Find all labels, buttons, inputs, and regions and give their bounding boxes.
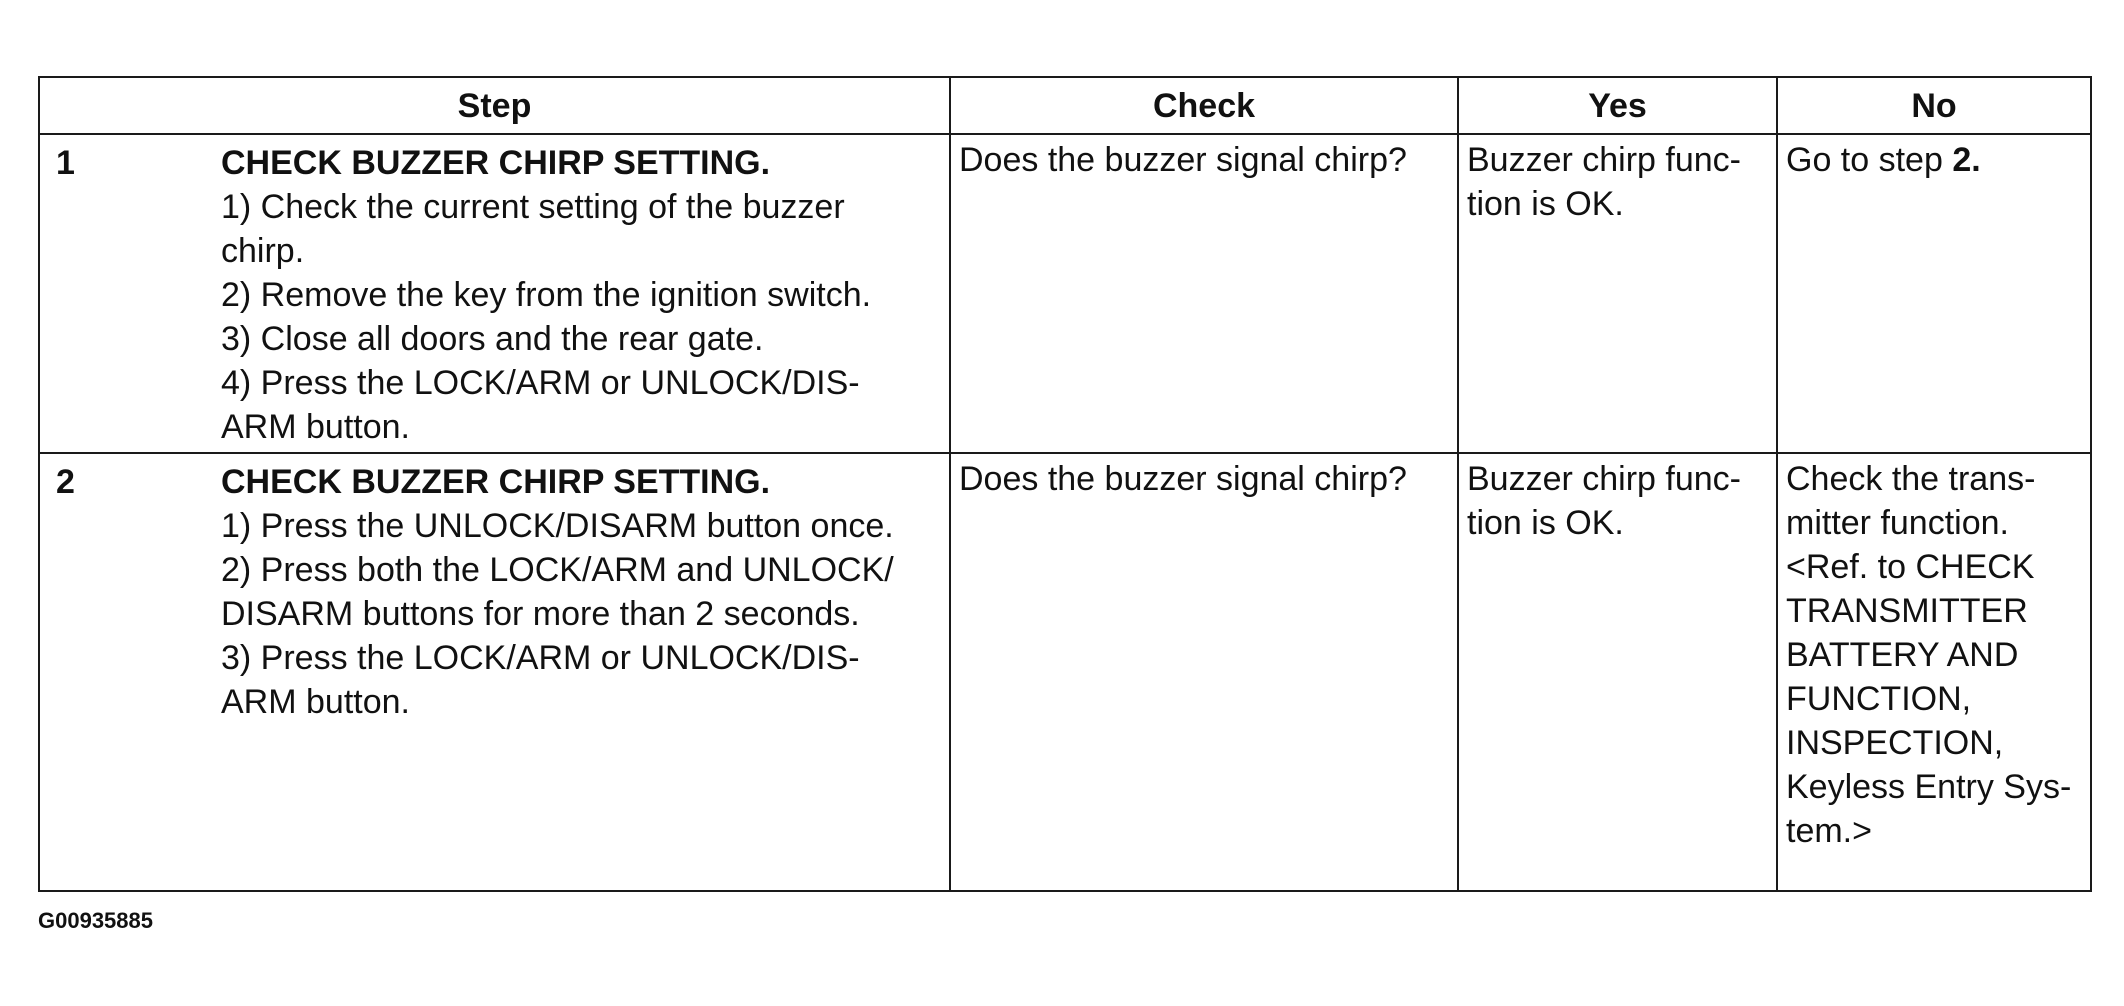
header-step: Step xyxy=(39,77,950,134)
header-row xyxy=(39,77,2091,134)
no-step-ref: 2. xyxy=(1952,141,1981,179)
yes-line: tion is OK. xyxy=(1467,185,1624,223)
no-line: BATTERY AND xyxy=(1786,636,2019,674)
no-line: mitter function. xyxy=(1786,504,2009,542)
yes-line: Buzzer chirp func- xyxy=(1467,141,1741,179)
figure-code: G00935885 xyxy=(38,908,153,933)
check-cell: Does the buzzer signal chirp? xyxy=(950,453,1458,891)
diagnostic-table xyxy=(38,76,2092,892)
yes-cell xyxy=(1458,134,1777,453)
step-title: CHECK BUZZER CHIRP SETTING. xyxy=(221,463,771,501)
no-line: Check the trans- xyxy=(1786,460,2036,498)
step-line: 4) Press the LOCK/ARM or UNLOCK/DIS- xyxy=(221,364,860,402)
table-row xyxy=(39,134,2091,453)
step-line: 1) Check the current setting of the buzzer xyxy=(221,188,845,226)
step-line: DISARM buttons for more than 2 seconds. xyxy=(221,595,860,633)
no-line: TRANSMITTER xyxy=(1786,592,2028,630)
step-title: CHECK BUZZER CHIRP SETTING. xyxy=(221,144,771,182)
step-line: 3) Press the LOCK/ARM or UNLOCK/DIS- xyxy=(221,639,860,677)
header-check: Check xyxy=(950,77,1458,134)
header-yes: Yes xyxy=(1458,77,1777,134)
step-number: 2 xyxy=(56,463,75,501)
no-line: Keyless Entry Sys- xyxy=(1786,768,2072,806)
step-line: 3) Close all doors and the rear gate. xyxy=(221,320,764,358)
no-line: tem.> xyxy=(1786,812,1872,850)
step-line: 2) Press both the LOCK/ARM and UNLOCK/ xyxy=(221,551,894,589)
header-no: No xyxy=(1777,77,2091,134)
step-body xyxy=(221,138,941,449)
step-cell xyxy=(39,453,950,891)
step-line: chirp. xyxy=(221,232,305,270)
step-line: 1) Press the UNLOCK/DISARM button once. xyxy=(221,507,894,545)
step-number: 1 xyxy=(56,144,75,182)
no-cell xyxy=(1777,453,2091,891)
step-line: 2) Remove the key from the ignition switch. xyxy=(221,276,872,314)
no-cell xyxy=(1777,134,2091,453)
no-text: Go to step xyxy=(1786,141,1953,179)
step-line: ARM button. xyxy=(221,408,410,446)
table-row xyxy=(39,453,2091,891)
step-cell xyxy=(39,134,950,453)
no-line: <Ref. to CHECK xyxy=(1786,548,2035,586)
yes-line: tion is OK. xyxy=(1467,504,1624,542)
yes-line: Buzzer chirp func- xyxy=(1467,460,1741,498)
check-cell: Does the buzzer signal chirp? xyxy=(950,134,1458,453)
step-line: ARM button. xyxy=(221,683,410,721)
no-line: FUNCTION, xyxy=(1786,680,1972,718)
no-line: INSPECTION, xyxy=(1786,724,2004,762)
step-body xyxy=(221,457,941,724)
yes-cell xyxy=(1458,453,1777,891)
